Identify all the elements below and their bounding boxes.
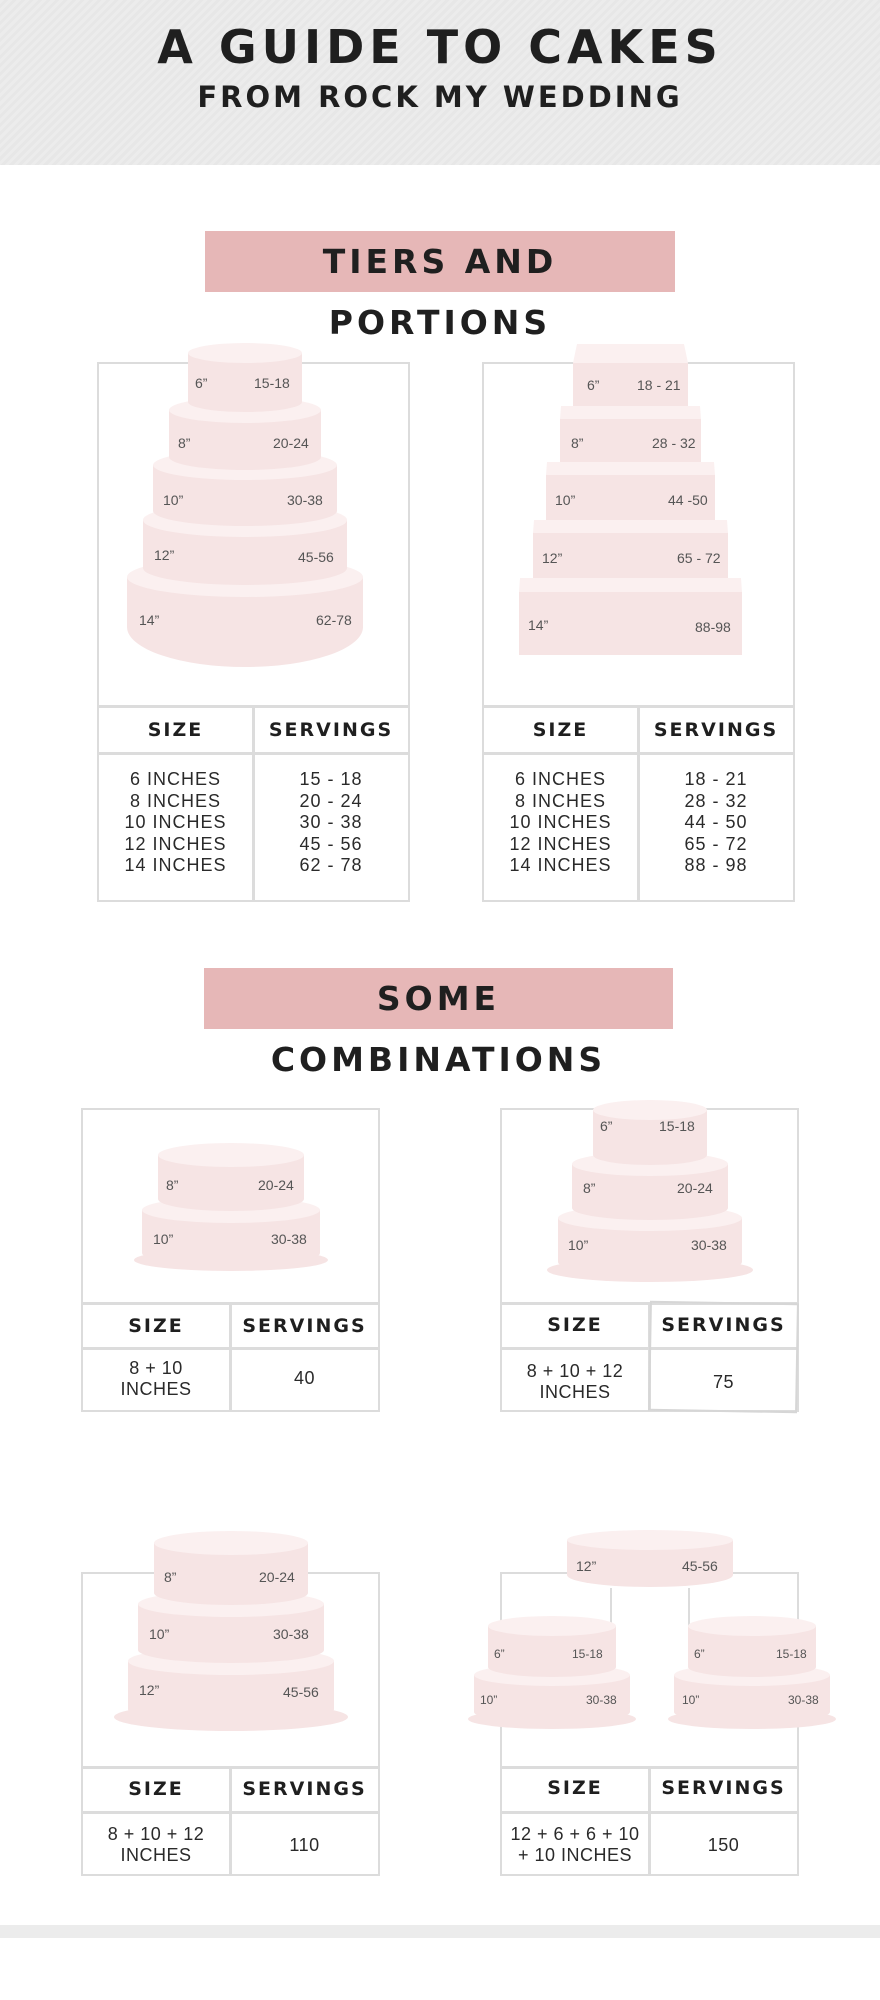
page-subtitle: FROM ROCK MY WEDDING <box>197 80 683 114</box>
cake-size-label: 10” <box>149 1626 170 1642</box>
size-line: 8 + 10 <box>129 1358 183 1378</box>
size-line: 12 + 6 + 6 + 10 <box>510 1824 640 1844</box>
size-cell: 8 INCHES <box>514 790 607 811</box>
cake-servings-label: 30-38 <box>271 1231 307 1247</box>
servings-cell: 62 - 78 <box>299 855 363 875</box>
cake-size-label: 12” <box>139 1682 160 1698</box>
servings-cell: 20 - 24 <box>299 790 363 811</box>
cake-size-label: 10” <box>163 492 184 508</box>
servings-cell: 44 - 50 <box>684 812 748 832</box>
page-header <box>0 0 880 165</box>
servings-column-header: SERVINGS <box>242 1778 367 1800</box>
size-line: 8 + 10 + 12 <box>526 1361 624 1381</box>
cake-size-label: 6” <box>195 375 208 391</box>
three-tier-cake-illustration <box>502 1080 797 1290</box>
cake-servings-label: 20-24 <box>273 435 309 451</box>
cake-servings-label: 15-18 <box>254 375 290 391</box>
two-tier-cake-illustration <box>83 1130 378 1310</box>
cake-servings-label: 28 - 32 <box>652 435 696 451</box>
servings-cell: 28 - 32 <box>684 790 748 811</box>
size-column-header: SIZE <box>547 1314 603 1336</box>
tiers-section-banner: TIERS AND PORTIONS <box>205 231 675 292</box>
separated-tiers-cake-illustration <box>462 1520 840 1740</box>
cake-size-label: 6” <box>587 377 600 393</box>
size-cell: 8 INCHES <box>129 790 222 811</box>
cake-size-label: 10” <box>153 1231 174 1247</box>
cake-tier-6-top <box>688 1616 816 1636</box>
size-cell: 12 INCHES <box>124 833 227 854</box>
servings-list <box>254 769 408 877</box>
cake-tier-12-top <box>533 520 728 533</box>
cake-servings-label: 30-38 <box>691 1237 727 1253</box>
combination-size-cell <box>83 1824 229 1866</box>
size-line: + 10 INCHES <box>517 1845 633 1865</box>
size-column-header: SIZE <box>128 1315 184 1337</box>
combinations-section-banner: SOME COMBINATIONS <box>204 968 673 1029</box>
size-cell: 10 INCHES <box>509 812 612 832</box>
cake-servings-label: 65 - 72 <box>677 550 721 566</box>
cake-size-label: 14” <box>528 617 549 633</box>
cake-servings-label: 30-38 <box>273 1626 309 1642</box>
cake-tier-8-top <box>560 406 701 419</box>
three-tier-cake-illustration <box>83 1520 378 1740</box>
servings-column-header: SERVINGS <box>268 719 394 741</box>
size-cell: 14 INCHES <box>124 855 227 875</box>
servings-cell: 30 - 38 <box>299 812 363 832</box>
cake-servings-label: 20-24 <box>677 1180 713 1196</box>
combination-servings-cell: 75 <box>712 1372 735 1392</box>
round-tiered-cake-illustration <box>99 330 408 700</box>
size-column-header: SIZE <box>128 1778 184 1800</box>
size-line: INCHES <box>120 1379 192 1399</box>
size-cell: 10 INCHES <box>124 812 227 832</box>
cake-tier-6-top <box>573 344 688 363</box>
size-column-header: SIZE <box>547 1777 603 1799</box>
cake-servings-label: 15-18 <box>776 1647 807 1661</box>
servings-column-header: SERVINGS <box>653 719 779 741</box>
cake-servings-label: 30-38 <box>788 1693 819 1707</box>
size-cell: 6 INCHES <box>129 769 222 789</box>
cake-size-label: 12” <box>576 1558 597 1574</box>
combination-size-cell <box>83 1358 229 1400</box>
size-cell: 6 INCHES <box>514 769 607 789</box>
cake-tier-6-top <box>188 343 302 363</box>
cake-tier-6-top <box>593 1100 707 1120</box>
cake-tier-6-top <box>488 1616 616 1636</box>
servings-cell: 45 - 56 <box>299 833 363 854</box>
square-tiered-cake-illustration <box>484 330 793 700</box>
size-column-header: SIZE <box>532 719 589 741</box>
cake-size-label: 8” <box>178 435 191 451</box>
cake-servings-label: 30-38 <box>586 1693 617 1707</box>
servings-column-header: SERVINGS <box>661 1314 786 1336</box>
cake-size-label: 10” <box>682 1693 700 1707</box>
cake-size-label: 8” <box>166 1177 179 1193</box>
cake-tier-14-top <box>519 578 742 592</box>
servings-cell: 88 - 98 <box>684 855 748 875</box>
servings-column-header: SERVINGS <box>661 1777 786 1799</box>
cake-tier-10-top <box>546 462 715 475</box>
cake-size-label: 8” <box>571 435 584 451</box>
servings-cell: 65 - 72 <box>684 833 748 854</box>
footer-divider <box>0 1925 880 1938</box>
cake-servings-label: 44 -50 <box>668 492 708 508</box>
cake-stand-post <box>688 1588 690 1630</box>
cake-size-label: 8” <box>583 1180 596 1196</box>
cake-size-label: 6” <box>694 1647 705 1661</box>
cake-servings-label: 45-56 <box>682 1558 718 1574</box>
cake-servings-label: 18 - 21 <box>637 377 681 393</box>
size-list <box>484 769 637 877</box>
cake-servings-label: 62-78 <box>316 612 352 628</box>
cake-size-label: 12” <box>542 550 563 566</box>
size-line: INCHES <box>539 1382 611 1402</box>
size-line: INCHES <box>120 1845 192 1865</box>
size-column-header: SIZE <box>147 719 204 741</box>
servings-cell: 18 - 21 <box>684 769 748 789</box>
servings-cell: 15 - 18 <box>299 769 363 789</box>
cake-size-label: 10” <box>555 492 576 508</box>
cake-servings-label: 45-56 <box>283 1684 319 1700</box>
size-line: 8 + 10 + 12 <box>107 1824 205 1844</box>
combination-size-cell <box>502 1361 648 1403</box>
combination-servings-cell: 110 <box>289 1835 320 1855</box>
cake-tier-8-top <box>154 1531 308 1555</box>
cake-servings-label: 88-98 <box>695 619 731 635</box>
cake-size-label: 14” <box>139 612 160 628</box>
size-cell: 14 INCHES <box>509 855 612 875</box>
cake-servings-label: 15-18 <box>572 1647 603 1661</box>
cake-size-label: 6” <box>494 1647 505 1661</box>
cake-size-label: 8” <box>164 1569 177 1585</box>
cake-size-label: 12” <box>154 547 175 563</box>
size-cell: 12 INCHES <box>509 833 612 854</box>
cake-servings-label: 20-24 <box>258 1177 294 1193</box>
cake-servings-label: 30-38 <box>287 492 323 508</box>
cake-tier-8-top <box>158 1143 304 1167</box>
page-title: A GUIDE TO CAKES <box>157 20 723 74</box>
cake-size-label: 10” <box>480 1693 498 1707</box>
servings-list <box>639 769 793 877</box>
cake-size-label: 10” <box>568 1237 589 1253</box>
cake-tier-12-top <box>567 1530 733 1550</box>
combination-size-cell <box>502 1824 648 1866</box>
combination-servings-cell: 150 <box>707 1835 740 1855</box>
size-list <box>99 769 252 877</box>
cake-servings-label: 45-56 <box>298 549 334 565</box>
cake-size-label: 6” <box>600 1118 613 1134</box>
cake-servings-label: 20-24 <box>259 1569 295 1585</box>
servings-column-header: SERVINGS <box>242 1315 367 1337</box>
combination-servings-cell: 40 <box>293 1368 316 1388</box>
cake-servings-label: 15-18 <box>659 1118 695 1134</box>
